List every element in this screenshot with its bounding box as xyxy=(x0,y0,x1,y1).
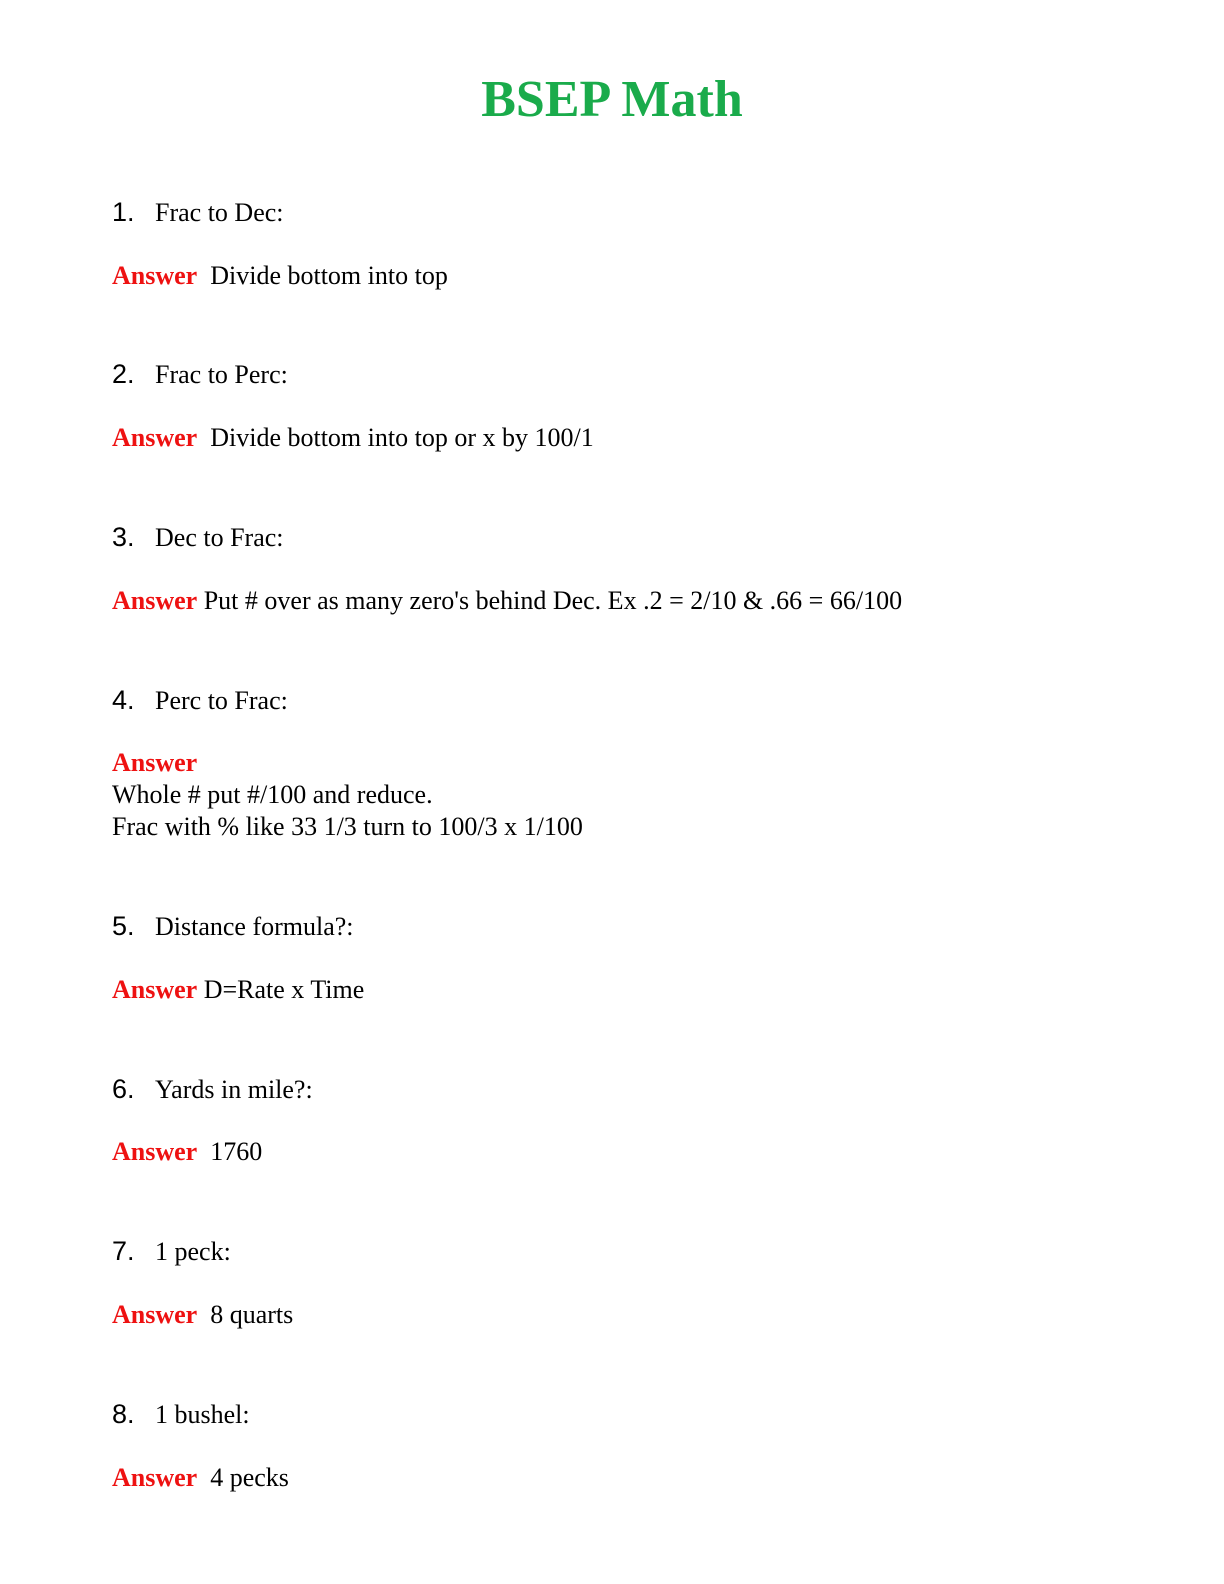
question-1 xyxy=(112,196,284,229)
question-text: 1 peck: xyxy=(155,1237,231,1266)
answer-text: 1760 xyxy=(210,1137,263,1166)
answer-label: Answer xyxy=(112,423,198,452)
answer-2 xyxy=(112,422,594,454)
answer-label: Answer xyxy=(112,748,198,777)
question-text: Perc to Frac: xyxy=(155,686,288,715)
question-number: 4. xyxy=(112,685,135,715)
question-8 xyxy=(112,1398,250,1431)
answer-6 xyxy=(112,1136,262,1168)
question-3 xyxy=(112,521,284,554)
question-number: 5. xyxy=(112,911,135,941)
answer-label: Answer xyxy=(112,975,198,1004)
question-text: 1 bushel: xyxy=(155,1400,250,1429)
question-number: 1. xyxy=(112,197,135,227)
answer-5 xyxy=(112,974,364,1006)
answer-label: Answer xyxy=(112,586,198,615)
question-number: 6. xyxy=(112,1074,135,1104)
question-text: Yards in mile?: xyxy=(155,1075,313,1104)
answer-7 xyxy=(112,1299,293,1331)
answer-4 xyxy=(112,747,583,843)
answer-line-1: Whole # put #/100 and reduce. xyxy=(112,780,433,809)
answer-8 xyxy=(112,1462,289,1494)
page-title: BSEP Math xyxy=(481,71,743,128)
answer-text: Divide bottom into top or x by 100/1 xyxy=(210,423,594,452)
answer-label: Answer xyxy=(112,261,198,290)
question-text: Distance formula?: xyxy=(155,912,354,941)
answer-label: Answer xyxy=(112,1463,198,1492)
question-number: 7. xyxy=(112,1236,135,1266)
answer-text: 8 quarts xyxy=(210,1300,294,1329)
answer-text: 4 pecks xyxy=(210,1463,289,1492)
answer-line-2: Frac with % like 33 1/3 turn to 100/3 x 1/100 xyxy=(112,812,583,841)
question-5 xyxy=(112,910,354,943)
question-text: Frac to Perc: xyxy=(155,360,288,389)
answer-text: D=Rate x Time xyxy=(203,975,365,1004)
question-6 xyxy=(112,1073,313,1106)
answer-label: Answer xyxy=(112,1137,198,1166)
answer-3 xyxy=(112,585,902,617)
question-2 xyxy=(112,358,288,391)
question-4 xyxy=(112,684,288,717)
question-number: 2. xyxy=(112,359,135,389)
answer-text: Divide bottom into top xyxy=(210,261,448,290)
question-7 xyxy=(112,1235,231,1268)
answer-label: Answer xyxy=(112,1300,198,1329)
question-number: 8. xyxy=(112,1399,135,1429)
question-number: 3. xyxy=(112,522,135,552)
question-text: Dec to Frac: xyxy=(155,523,284,552)
answer-1 xyxy=(112,260,448,292)
answer-text: Put # over as many zero's behind Dec. Ex .2 = 2/10 & .66 = 66/100 xyxy=(203,586,903,615)
question-text: Frac to Dec: xyxy=(155,198,284,227)
